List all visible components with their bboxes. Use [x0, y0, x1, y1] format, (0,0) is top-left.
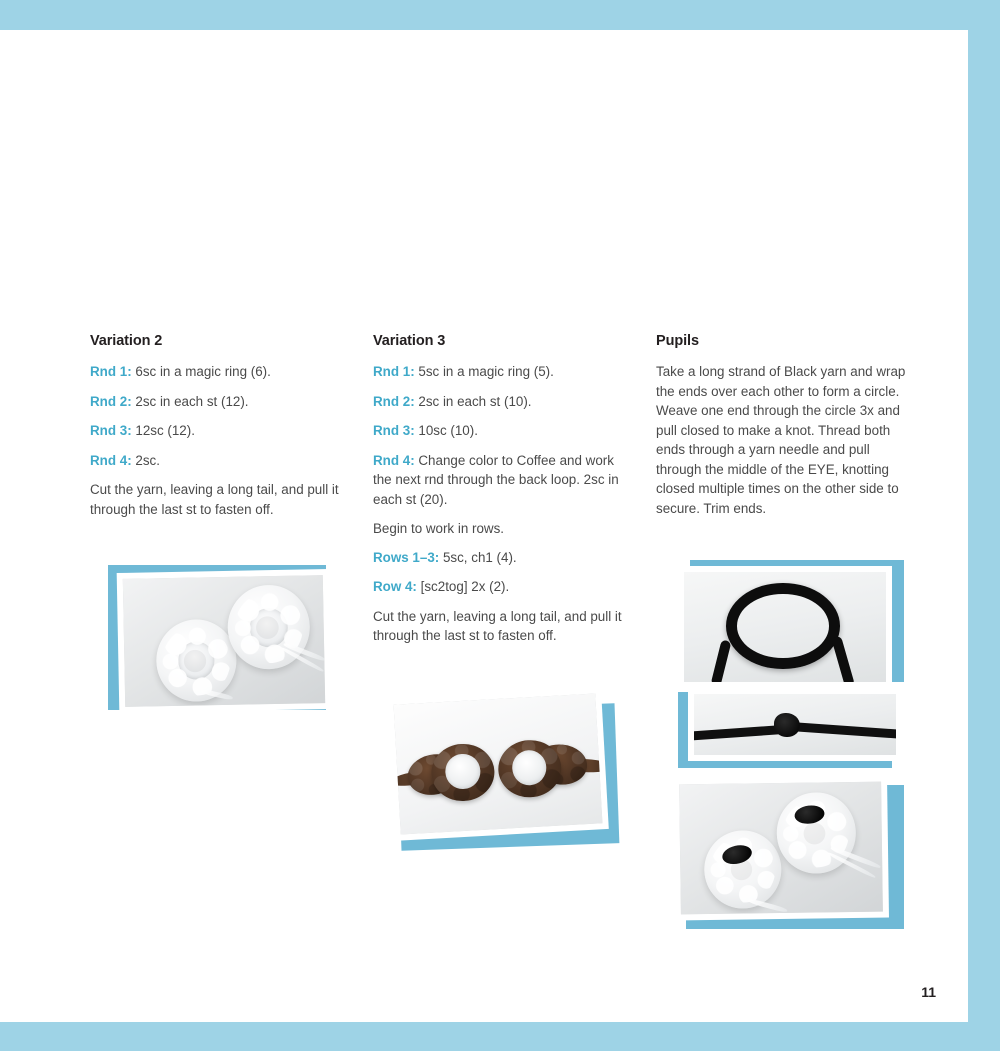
step-label: Rnd 4: [90, 452, 132, 468]
column-variation-2 [90, 333, 340, 529]
photo-white-eyes-image [117, 569, 332, 713]
step-text: 2sc. [135, 452, 160, 468]
begin-rows-paragraph: Begin to work in rows. [373, 521, 504, 536]
column-title-variation-2: Variation 2 [90, 333, 163, 349]
step-row-4 [373, 577, 623, 597]
photo-eyes-with-pupils-image [673, 776, 889, 921]
photo-black-knot-image [688, 688, 902, 761]
column-title-pupils: Pupils [656, 333, 699, 349]
step-text: Change color to Coffee and work the next rnd through the back loop. 2sc in each st (20). [373, 452, 619, 507]
step-text: 2sc in each st (12). [135, 393, 249, 409]
photo-eyes-with-pupils [674, 777, 912, 929]
photo-black-loop [678, 560, 908, 688]
page-number: 11 [921, 984, 936, 1000]
step-text: 6sc in a magic ring (6). [135, 364, 271, 379]
step-rnd-2 [90, 392, 340, 412]
photo-black-knot [678, 688, 908, 768]
photo-black-loop-image [678, 566, 892, 688]
step-rnd-1 [90, 362, 340, 382]
photo-white-eyes [108, 565, 340, 715]
step-rnd-3 [373, 421, 623, 441]
step-text: [sc2tog] 2x (2). [420, 579, 510, 594]
step-rnd-2 [373, 392, 623, 412]
column-pupils [656, 333, 908, 528]
step-label: Rows 1–3: [373, 549, 440, 565]
column-title-variation-3: Variation 3 [373, 333, 446, 349]
pupils-instructions-paragraph: Take a long strand of Black yarn and wrap the ends over each other to form a circle. Weave one end through the circle 3x and pull closed to make a knot. Thread both ends through a yarn needle and pull through the middle of the EYE, knotting closed multiple times on the other side to secure. Trim ends. [656, 364, 906, 516]
photo-brown-eyes [387, 693, 627, 853]
step-text: 5sc in a magic ring (5). [418, 364, 554, 379]
step-rnd-3 [90, 421, 340, 441]
step-label: Row 4: [373, 579, 417, 594]
photo-brown-eyes-image [387, 687, 609, 841]
step-text: 2sc in each st (10). [418, 393, 532, 409]
step-label: Rnd 4: [373, 452, 415, 468]
step-text: 10sc (10). [418, 423, 478, 438]
step-label: Rnd 1: [373, 364, 415, 379]
step-label: Rnd 2: [373, 393, 415, 409]
page-content [0, 30, 968, 1022]
step-rnd-4 [90, 451, 340, 471]
step-text: 12sc (12). [135, 423, 195, 438]
step-rnd-4 [373, 451, 623, 510]
step-label: Rnd 3: [373, 423, 415, 438]
fasten-off-paragraph: Cut the yarn, leaving a long tail, and pull it through the last st to fasten off. [90, 482, 339, 517]
step-label: Rnd 2: [90, 393, 132, 409]
step-rnd-1 [373, 362, 623, 382]
fasten-off-paragraph: Cut the yarn, leaving a long tail, and pull it through the last st to fasten off. [373, 608, 622, 643]
page-sheet [0, 30, 968, 1022]
step-label: Rnd 1: [90, 364, 132, 379]
column-variation-3 [373, 333, 623, 656]
step-rows-1-3 [373, 548, 623, 568]
step-text: 5sc, ch1 (4). [442, 549, 517, 565]
step-label: Rnd 3: [90, 423, 132, 438]
